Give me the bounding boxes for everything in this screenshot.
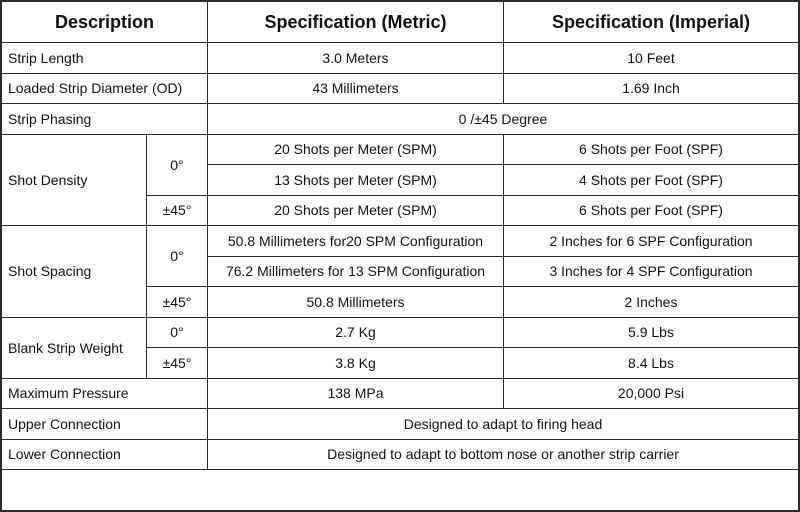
phase-cell: 0° — [147, 317, 208, 348]
table-row — [2, 226, 799, 257]
imperial-cell: 2 Inches for 6 SPF Configuration — [504, 226, 799, 257]
imperial-cell: 1.69 Inch — [504, 73, 799, 104]
imperial-cell: 2 Inches — [504, 287, 799, 318]
metric-cell: 138 MPa — [208, 378, 504, 409]
table-row — [2, 409, 799, 440]
phase-cell: 0° — [147, 134, 208, 195]
table-row — [2, 439, 799, 470]
imperial-cell: 3 Inches for 4 SPF Configuration — [504, 256, 799, 287]
row-label: Strip Phasing — [2, 104, 208, 135]
imperial-cell: 8.4 Lbs — [504, 348, 799, 379]
row-label: Blank Strip Weight — [2, 317, 147, 378]
imperial-cell: 6 Shots per Foot (SPF) — [504, 195, 799, 226]
header-row — [2, 2, 799, 43]
phase-cell: 0° — [147, 226, 208, 287]
metric-cell: 76.2 Millimeters for 13 SPM Configuration — [208, 256, 504, 287]
metric-cell: 3.8 Kg — [208, 348, 504, 379]
specification-table — [1, 1, 799, 470]
table-row — [2, 43, 799, 74]
row-label: Strip Length — [2, 43, 208, 74]
merged-value-cell: Designed to adapt to bottom nose or another strip carrier — [208, 439, 799, 470]
metric-cell: 43 Millimeters — [208, 73, 504, 104]
metric-cell: 13 Shots per Meter (SPM) — [208, 165, 504, 196]
metric-cell: 20 Shots per Meter (SPM) — [208, 195, 504, 226]
header-metric: Specification (Metric) — [208, 2, 504, 43]
metric-cell: 50.8 Millimeters for20 SPM Configuration — [208, 226, 504, 257]
phase-cell: ±45° — [147, 287, 208, 318]
table-row — [2, 134, 799, 165]
table-row — [2, 378, 799, 409]
imperial-cell: 20,000 Psi — [504, 378, 799, 409]
imperial-cell: 4 Shots per Foot (SPF) — [504, 165, 799, 196]
metric-cell: 50.8 Millimeters — [208, 287, 504, 318]
table-row — [2, 104, 799, 135]
row-label: Shot Density — [2, 134, 147, 226]
row-label: Lower Connection — [2, 439, 208, 470]
phase-cell: ±45° — [147, 348, 208, 379]
imperial-cell: 5.9 Lbs — [504, 317, 799, 348]
metric-cell: 2.7 Kg — [208, 317, 504, 348]
row-label: Maximum Pressure — [2, 378, 208, 409]
imperial-cell: 10 Feet — [504, 43, 799, 74]
header-imperial: Specification (Imperial) — [504, 2, 799, 43]
row-label: Loaded Strip Diameter (OD) — [2, 73, 208, 104]
metric-cell: 20 Shots per Meter (SPM) — [208, 134, 504, 165]
table-row — [2, 73, 799, 104]
header-description: Description — [2, 2, 208, 43]
row-label: Upper Connection — [2, 409, 208, 440]
metric-cell: 3.0 Meters — [208, 43, 504, 74]
phase-cell: ±45° — [147, 195, 208, 226]
imperial-cell: 6 Shots per Foot (SPF) — [504, 134, 799, 165]
table-row — [2, 317, 799, 348]
row-label: Shot Spacing — [2, 226, 147, 318]
merged-value-cell: 0 /±45 Degree — [208, 104, 799, 135]
merged-value-cell: Designed to adapt to firing head — [208, 409, 799, 440]
